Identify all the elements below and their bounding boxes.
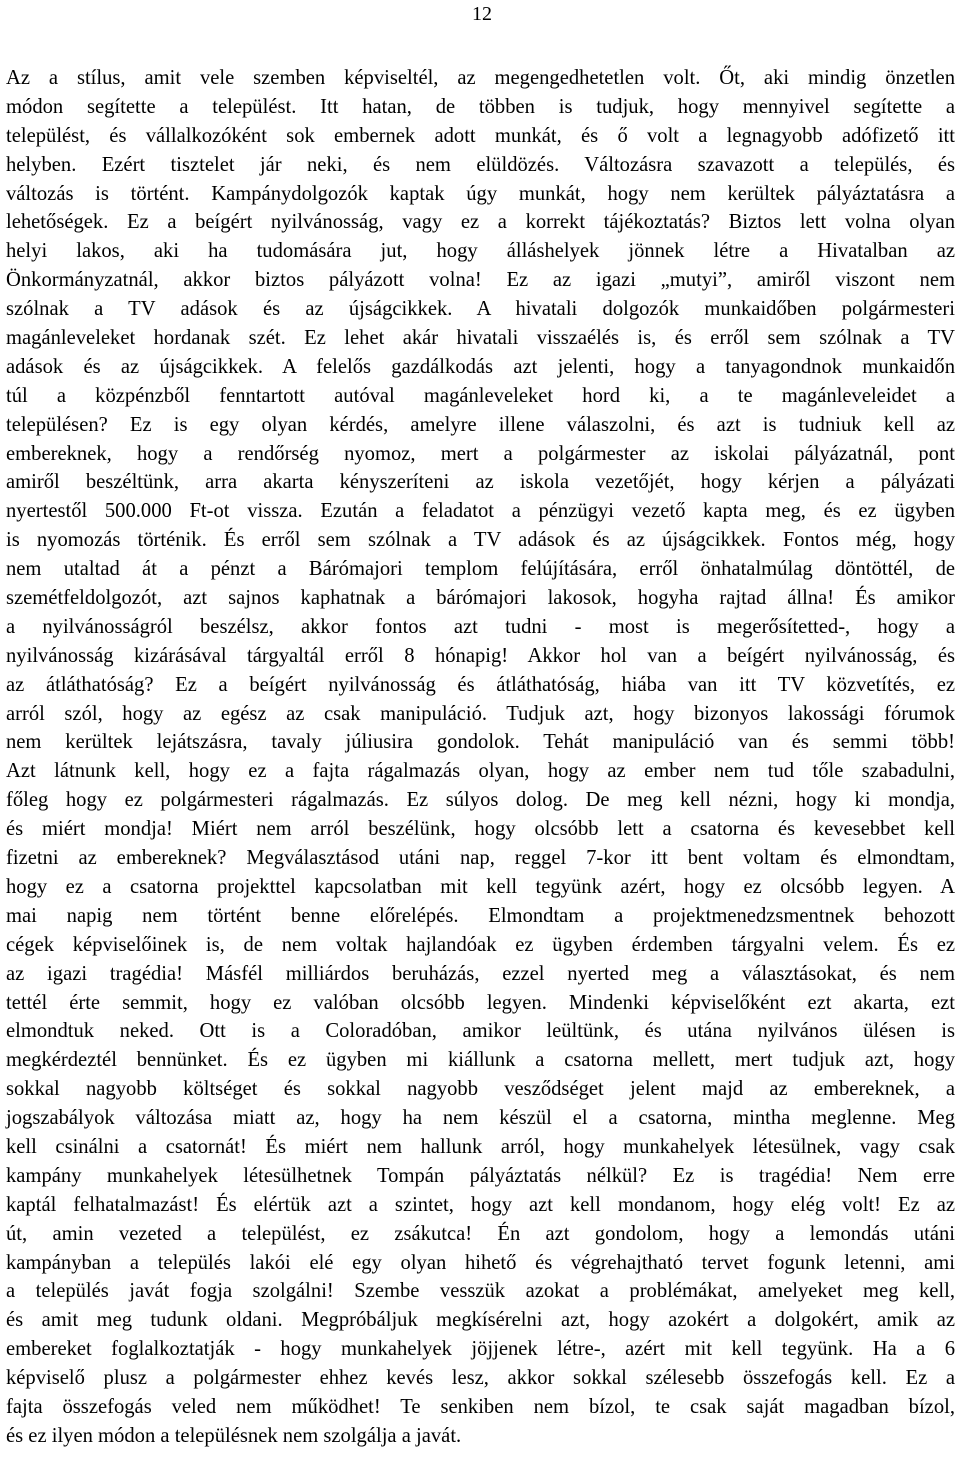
text-line: Az a stílus, amit vele szemben képviseltél, az megengedhetetlen volt. Őt, aki mindig önzetlen [6,67,955,89]
text-line: cégek képviselőinek is, de nem voltak hajlandóak ez ügyben érdemben tárgyalni velem. És ez [6,933,955,956]
text-line: magánleveleket hordanak szét. Ez lehet akár hivatali visszaélés is, és erről sem szólnak a TV [6,327,955,350]
text-line: Azt látnunk kell, hogy ez a fajta rágalmazás olyan, hogy az ember nem tud tőle szabadulni, [6,760,955,783]
text-line: arról szól, hogy az egész az csak manipuláció. Tudjuk azt, hogy bizonyos lakossági fórumok [6,702,955,725]
text-line: az igazi tragédia! Másfél milliárdos beruházás, ezzel nyerted meg a választásokat, és nem [6,962,955,985]
text-line: kampányban a település lakói elé egy olyan hihető és végrehajtható tervet fogunk letenni, ami [6,1251,955,1274]
text-line: helyi lakos, aki ha tudomására jut, hogy álláshelyek jönnek létre a Hivatalban az [6,240,955,263]
text-line: fizetni az embereknek? Megválasztásod utáni nap, reggel 7-kor itt bent voltam és elmondtam, [6,847,955,870]
text-line: fajta összefogás veled nem működhet! Te senkiben nem bízol, te csak saját magadban bízol, [6,1395,955,1418]
text-line: nem utaltad át a pénzt a Bárómajori templom felújítására, erről önhatalmúlag döntöttél, de [6,558,955,581]
text-line: szólnak a TV adások és az újságcikkek. A hivatali dolgozók munkaidőben polgármesteri [6,298,955,321]
text-line: embereknek, hogy a rendőrség nyomoz, mert a polgármester az iskolai pályázatnál, pont [6,442,955,465]
text-line: kaptál felhatalmazást! És elértük azt a szintet, hogy azt kell mondanom, hogy elég volt! Ez az [6,1193,955,1216]
text-line: főleg hogy ez polgármesteri rágalmazás. Ez súlyos dolog. De meg kell nézni, hogy ki mondja, [6,789,955,812]
text-line: nem kerültek lejátszásra, tavaly júliusira gondolok. Tehát manipuláció van és semmi több! [6,731,955,754]
text-line: nyilvánosság kizárásával tárgyaltál erről 8 hónapig! Akkor hol van a beígért nyilvánosság, és [6,644,955,667]
text-line: és amit meg tudunk oldani. Megpróbáljuk megkísérelni azt, hogy azokért a dolgokért, amik az [6,1309,955,1332]
text-line: út, amin vezeted a települést, ez zsákutca! Én azt gondolom, hogy a lemondás utáni [6,1222,955,1245]
text-line: képviselő plusz a polgármester ehhez kevés lesz, akkor sokkal szélesebb összefogás kell. Ez a [6,1367,955,1390]
text-line: is nyomozás történik. És erről sem szólnak a TV adások és az újságcikkek. Fontos még, hogy [6,529,955,552]
text-line: változás is történt. Kampánydolgozók kaptak úgy munkát, hogy nem kerültek pályáztatásra a [6,182,955,205]
text-line: települést, és vállalkozóként sok embernek adott munkát, és ő volt a legnagyobb adófizető itt [6,124,955,147]
text-line: mai napig nem történt benne előrelépés. Elmondtam a projektmenedzsmentnek behozott [6,904,955,927]
text-line: adások és az újságcikkek. A felelős gazdálkodás azt jelenti, hogy a tanyagondnok munkaidőn [6,355,955,378]
text-line: hogy ez a csatorna projekttel kapcsolatban mit kell tegyünk azért, hogy ez olcsóbb legyen. A [6,875,955,898]
text-line: és miért mondja! Miért nem arról beszélünk, hogy olcsóbb lett a csatorna és kevesebbet kell [6,818,955,841]
text-line: kell csinálni a csatornát! És miért nem hallunk arról, hogy munkahelyek létesülnek, vagy csak [6,1135,955,1158]
text-line: Önkormányzatnál, akkor biztos pályázott volna! Ez az igazi „mutyi”, amiről viszont nem [6,269,955,292]
text-line: kampány munkahelyek létesülhetnek Tompán pályáztatás nélkül? Ez is tragédia! Nem erre [6,1164,955,1187]
text-line: helyben. Ezért tisztelet jár neki, és nem elüldözés. Változásra szavazott a település, és [6,153,955,176]
text-line: településen? Ez is egy olyan kérdés, amelyre illene válaszolni, és azt is tudniuk kell az [6,413,955,436]
page-number: 12 [472,3,492,25]
text-line: amiről beszéltünk, arra akarta kényszeríteni az iskola vezetőjét, hogy kérjen a pályázati [6,471,955,494]
text-line: sokkal nagyobb költséget és sokkal nagyobb vesződséget jelent majd az embereknek, a [6,1078,955,1101]
text-line: a település javát fogja szolgálni! Szembe vesszük azokat a problémákat, amelyeket meg kell, [6,1280,955,1303]
text-line: és ez ilyen módon a településnek nem szolgálja a javát. [6,1424,462,1447]
text-line: jogszabályok változása miatt az, hogy ha nem készül el a csatorna, mintha meglenne. Meg [6,1107,955,1130]
text-line: nyertestől 500.000 Ft-ot vissza. Ezután a feladatot a pénzügyi vezető kapta meg, és ez ügyben [6,500,955,523]
text-line: lehetőségek. Ez a beígért nyilvánosság, vagy ez a korrekt tájékoztatás? Biztos lett volna olyan [6,211,955,234]
body-text [6,64,955,1451]
text-line: embereket foglalkoztatják - hogy munkahelyek jöjjenek létre-, azért mit kell tegyünk. Ha a 6 [6,1338,955,1361]
text-line: megkérdeztél bennünket. És ez ügyben mi kiállunk a csatorna mellett, mert tudjuk azt, hogy [6,1049,955,1072]
text-line: túl a közpénzből fenntartott autóval magánleveleket hord ki, a te magánleveleidet a [6,384,955,407]
text-line: tettél érte semmit, hogy ez valóban olcsóbb legyen. Mindenki képviselőként ezt akarta, ezt [6,991,955,1014]
text-line: elmondtuk neked. Ott is a Coloradóban, amikor leültünk, és utána nyilvános ülésen is [6,1020,955,1043]
text-line: a nyilvánosságról beszélsz, akkor fontos azt tudni - most is megerősítetted-, hogy a [6,615,955,638]
text-line: módon segítette a települést. Itt hatan, de többen is tudjuk, hogy mennyivel segítette a [6,95,955,118]
text-line: az átláthatóság? Ez a beígért nyilvánosság és átláthatóság, hiába van itt TV közvetítés, ez [6,673,955,696]
text-line: szemétfeldolgozót, azt sajnos kaphatnak a bárómajori lakosok, hogyha rajtad állna! És amikor [6,587,955,610]
